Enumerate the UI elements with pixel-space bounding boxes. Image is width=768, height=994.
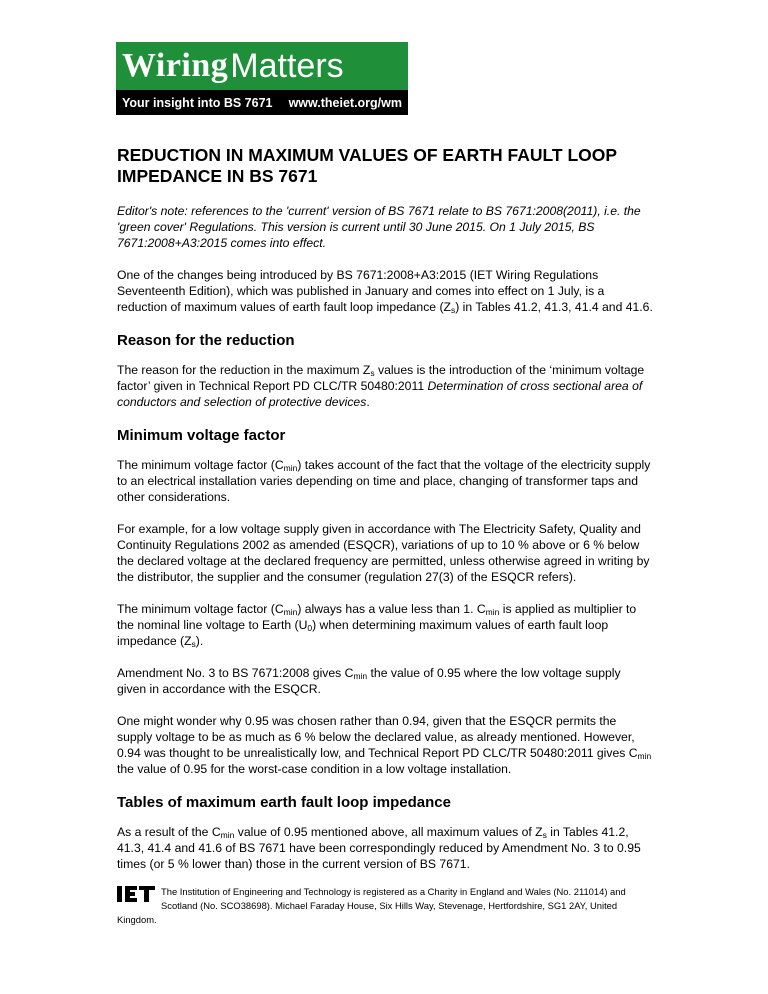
heading-minimum-voltage-factor: Minimum voltage factor [117, 427, 286, 444]
logo-word-matters: Matters [230, 47, 344, 85]
wiring-matters-logo [116, 42, 408, 115]
iet-logo [117, 885, 155, 903]
footer [117, 885, 657, 927]
logo-tagline-bar [116, 90, 408, 115]
tables-paragraph: As a result of the $C_{min}$ value of 0.95 mentioned above, all maximum values of $Z_s$ in Tables 41.2, 41.3, 41.4 and 41.6 of BS 7671 have been correspondingly reduced by Amendment No. 3 to 0.95 times (or 5 % lower than) those in the current version of BS 7671. [117, 825, 641, 871]
logo-word-wiring: Wiring [122, 47, 229, 84]
intro-paragraph: One of the changes being introduced by BS 7671:2008+A3:2015 (IET Wiring Regulations Seventeenth Edition), which was published in January and comes into effect on 1 July, is a reduction of maximum values of earth fault loop impedance $(Z_s)$ in Tables 41.2, 41.3, 41.4 and 41.6. [117, 268, 653, 315]
editors-note: Editor's note: references to the 'current' version of BS 7671 relate to BS 7671:2008(2011), i.e. the 'green cover' Regulations. This version is current until 30 June 2015. On 1 July 2015, BS 7671:2008+A3:2015 comes into effect. [117, 204, 641, 250]
heading-reason: Reason for the reduction [117, 332, 295, 349]
cmin-multiplier-paragraph: The minimum voltage factor $(C_{min})$ always has a value less than 1. $C_{min}$ is applied as multiplier to the nominal line voltage to Earth $(U_0)$ when determining maximum values of earth fault loop impedance $(Z_s)$. [117, 602, 637, 649]
page-title: REDUCTION IN MAXIMUM VALUES OF EARTH FAULT LOOP IMPEDANCE IN BS 7671 [117, 145, 617, 186]
logo-url: www.theiet.org/wm [288, 95, 402, 110]
logo-banner [116, 42, 408, 90]
amendment-paragraph: Amendment No. 3 to BS 7671:2008 gives $C_{min}$ the value of 0.95 where the low voltage supply given in accordance with the ESQCR. [117, 666, 621, 696]
why-095-paragraph: One might wonder why 0.95 was chosen rather than 0.94, given that the ESQCR permits the supply voltage to be as much as 6 % below the declared value, as already mentioned. However, 0.94 was thought to be unrealistically low, and Technical Report PD CLC/TR 50480:2011 gives $C_{min}$ the value of 0.95 for the worst-case condition in a low voltage installation. [117, 714, 652, 776]
article-body [117, 145, 653, 888]
esqcr-example-paragraph: For example, for a low voltage supply given in accordance with The Electricity Safety, Quality and Continuity Regulations 2002 as amended (ESQCR), variations of up to 10 % above or 6 % below the declared voltage at the declared frequency are permitted, unless otherwise agreed in writing by the distributor, the supplier and the consumer (regulation 27(3) of the ESQCR refers). [117, 522, 650, 584]
logo-tagline: Your insight into BS 7671 [122, 95, 273, 110]
reason-paragraph: The reason for the reduction in the maximum $Z_s$ values is the introduction of the ‘minimum voltage factor’ given in Technical Report PD CLC/TR 50480:2011 Determination of cross sectional area of conductors and selection of protective devices. [117, 363, 645, 409]
footer-text: The Institution of Engineering and Technology is registered as a Charity in England and Wales (No. 211014) and Scotland (No. SCO38698). Michael Faraday House, Six Hills Way, Stevenage, Hertfordshire, SG1 2AY, United Kingdom. [117, 886, 626, 925]
cmin-definition-paragraph: The minimum voltage factor $(C_{min})$ takes account of the fact that the voltage of the electricity supply to an electrical installation varies depending on time and place, changing of transformer taps and other considerations. [117, 458, 651, 504]
heading-tables: Tables of maximum earth fault loop impedance [117, 794, 451, 811]
